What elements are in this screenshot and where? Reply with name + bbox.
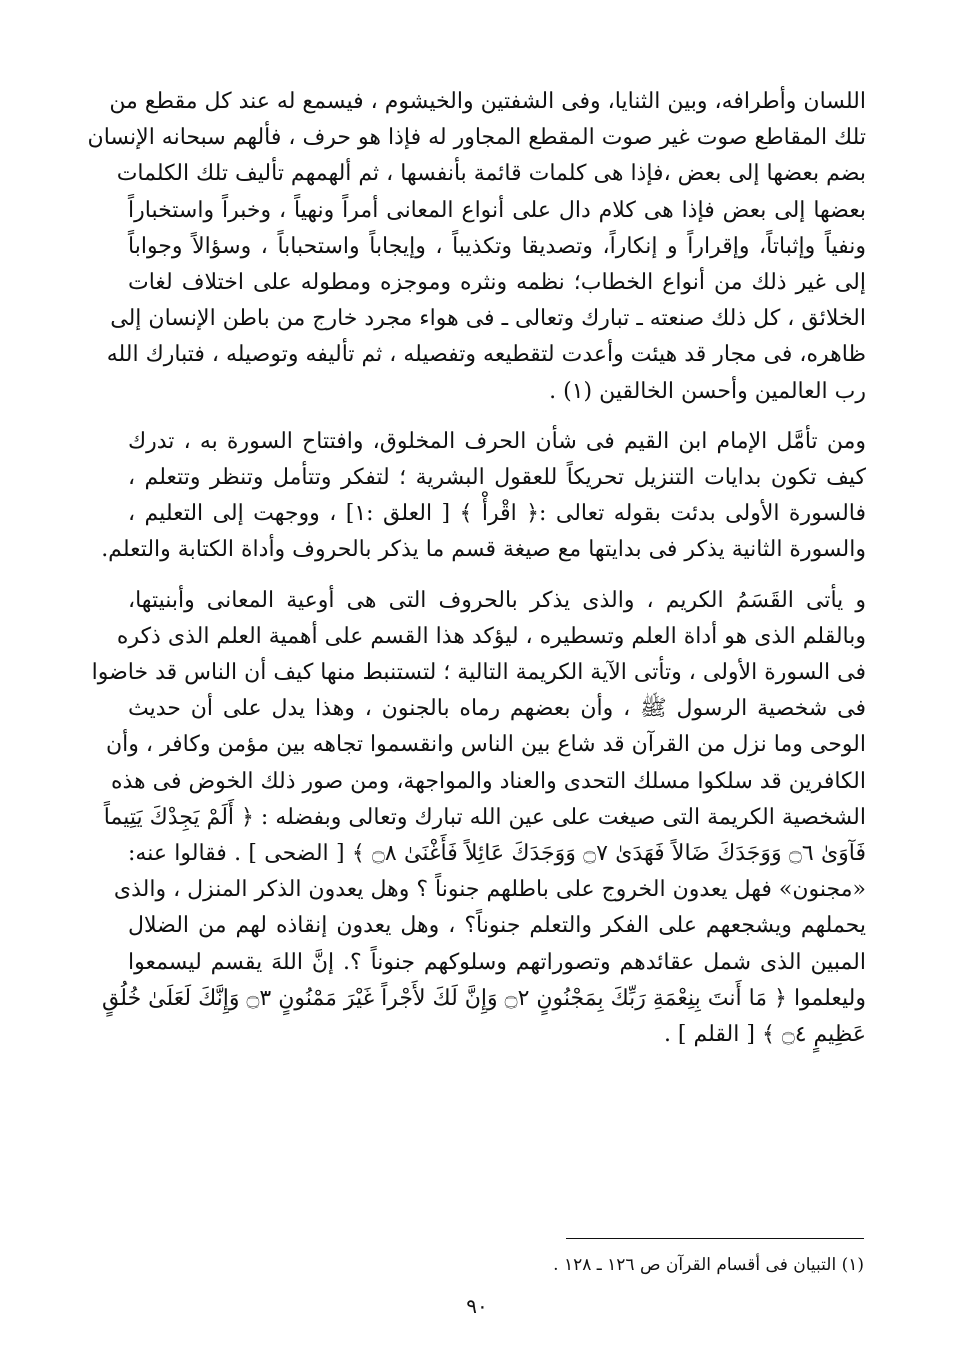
text-line: وليعلموا ﴿ مَا أَنتَ بِنِعْمَةِ رَبِّكَ بِمَجْنُونٍ ۝٢ وَإِنَّ لَكَ لأَجْراً غَيْرَ مَمْنُونٍ ۝٣ وَإِنَّكَ لَعَلَىٰ خُلُقٍ: [101, 985, 866, 1011]
footnote: (١) التبيان فى أقسام القرآن ص ١٢٦ ـ ١٢٨ .: [553, 1255, 864, 1275]
text-line: يحملهم ويشجعهم على الفكر والتعلم جنوناً؟ ، وهل يعدون إنقاذه لهم من الضلال: [128, 913, 866, 939]
text-line: والسورة الثانية يذكر فى بدايتها مع صيغة قسم ما يذكر بالحروف وأداة الكتابة والتعلم.: [101, 537, 866, 563]
text-line: فى السورة الأولى ، وتأتى الآية الكريمة التالية ؛ لتستنبط منها كيف أن الناس قد خاضوا: [91, 660, 866, 686]
paragraph-3: [91, 583, 867, 1054]
text-line: ومن تأمَّل الإمام ابن القيم فى شأن الحرف المخلوق، وافتتاح السورة به ، تدرك: [128, 428, 866, 454]
text-line: بعضها إلى بعض فإذا هى كلام دال على أنواع المعانى أمراً ونهياً ، وخبراً واستخباراً: [128, 197, 866, 223]
text-line: اللسان وأطرافه، وبين الثنايا، وفى الشفتين والخيشوم ، فيسمع له عند كل مقطع من: [109, 89, 866, 114]
text-line: الشخصية الكريمة التى صيغت على عين الله تبارك وتعالى وبفضله : ﴿ أَلَمْ يَجِدْكَ يَتِيماً: [103, 804, 866, 830]
paragraph-2: [101, 424, 866, 569]
text-line: الوحى وما نزل من القرآن قد شاع بين الناس وانقسموا تجاهه بين مؤمن وكافر ، وأن: [106, 732, 866, 758]
text-line: فالسورة الأولى بدئت بقوله تعالى :﴿ اقْرأْ ﴾ [ العلق :١] ، ووجهت إلى التعليم ،: [128, 501, 866, 527]
text-line: ظاهره، فى مجار قد هيئت وأعدت لتقطيعه وتفصيله ، ثم تأليفه وتوصيله ، فتبارك الله: [106, 342, 866, 368]
text-line: بضم بعضها إلى بعض ،فإذا هى كلمات قائمة بأنفسها ، ثم ألهمهم تأليف تلك الكلمات: [116, 161, 866, 187]
text-line: تلك المقاطع صوت غير صوت المقطع المجاور له فإذا هو حرف ، فألهم سبحانه الإنسان: [87, 125, 866, 151]
text-line: الكافرين قد سلكوا مسلك التحدى والعناد والمواجهة، ومن صور ذلك الخوض فى هذه: [110, 768, 866, 794]
text-line: المبين الذى شمل عقائدهم وتصوراتهم وسلوكهم جنوناً ؟. إنَّ اللهَ يقسم ليسمعوا: [128, 949, 866, 975]
page-number: ٩٠: [466, 1294, 488, 1318]
text-line: فى شخصية الرسول ﷺ ، وأن بعضهم رماه بالجنون ، وهذا يدل على أن حديث: [128, 696, 866, 722]
text-line: الخلائق ، كل ذلك صنعته ـ تبارك وتعالى ـ فى هواء مجرد خارج من باطن الإنسان إلى: [110, 306, 866, 332]
paragraph-1: [87, 84, 866, 410]
text-line: عَظِيمٍ ۝٤ ﴾ [ القلم ] .: [663, 1022, 866, 1048]
text-line: و يأتى القَسَمُ الكريم ، والذى يذكر بالحروف التى هى أوعية المعانى وأبنيتها،: [128, 587, 866, 613]
text-line: وبالقلم الذى هو أداة العلم وتسطيره ، ليؤكد هذا القسم على أهمية العلم الذى ذكره: [116, 623, 866, 649]
text-line: «مجنون» فهل يعدون الخروج على باطلهم جنوناً ؟ وهل يعدون الذكر المنزل ، والذى: [113, 877, 866, 903]
footnote-divider: [566, 1238, 864, 1239]
text-line: رب العالمين وأحسن الخالقين (١) .: [549, 378, 866, 404]
body-text: [87, 84, 867, 1053]
text-line: كيف تكون بدايات التنزيل تحريكاً للعقول البشرية ؛ لتفكر وتتأمل وتنظر وتتعلم ،: [128, 465, 866, 491]
text-line: إلى غير ذلك من أنواع الخطاب؛ نظمه ونثره وموجزه ومطوله على اختلاف لغات: [128, 270, 866, 296]
text-line: فَآوَىٰ ۝٦ وَوَجَدَكَ ضَالاً فَهَدَىٰ ۝٧ وَوَجَدَكَ عَائِلاً فَأَغْنَىٰ ۝٨ ﴾ [ الضحى ] . فقالوا عنه:: [128, 841, 867, 867]
text-line: ونفياً وإثباتاً، وإقراراً و إنكاراً، وتصديقا وتكذيباً ، وإيجاباً واستحباباً ، وسؤالاً وجواباً: [128, 233, 866, 259]
